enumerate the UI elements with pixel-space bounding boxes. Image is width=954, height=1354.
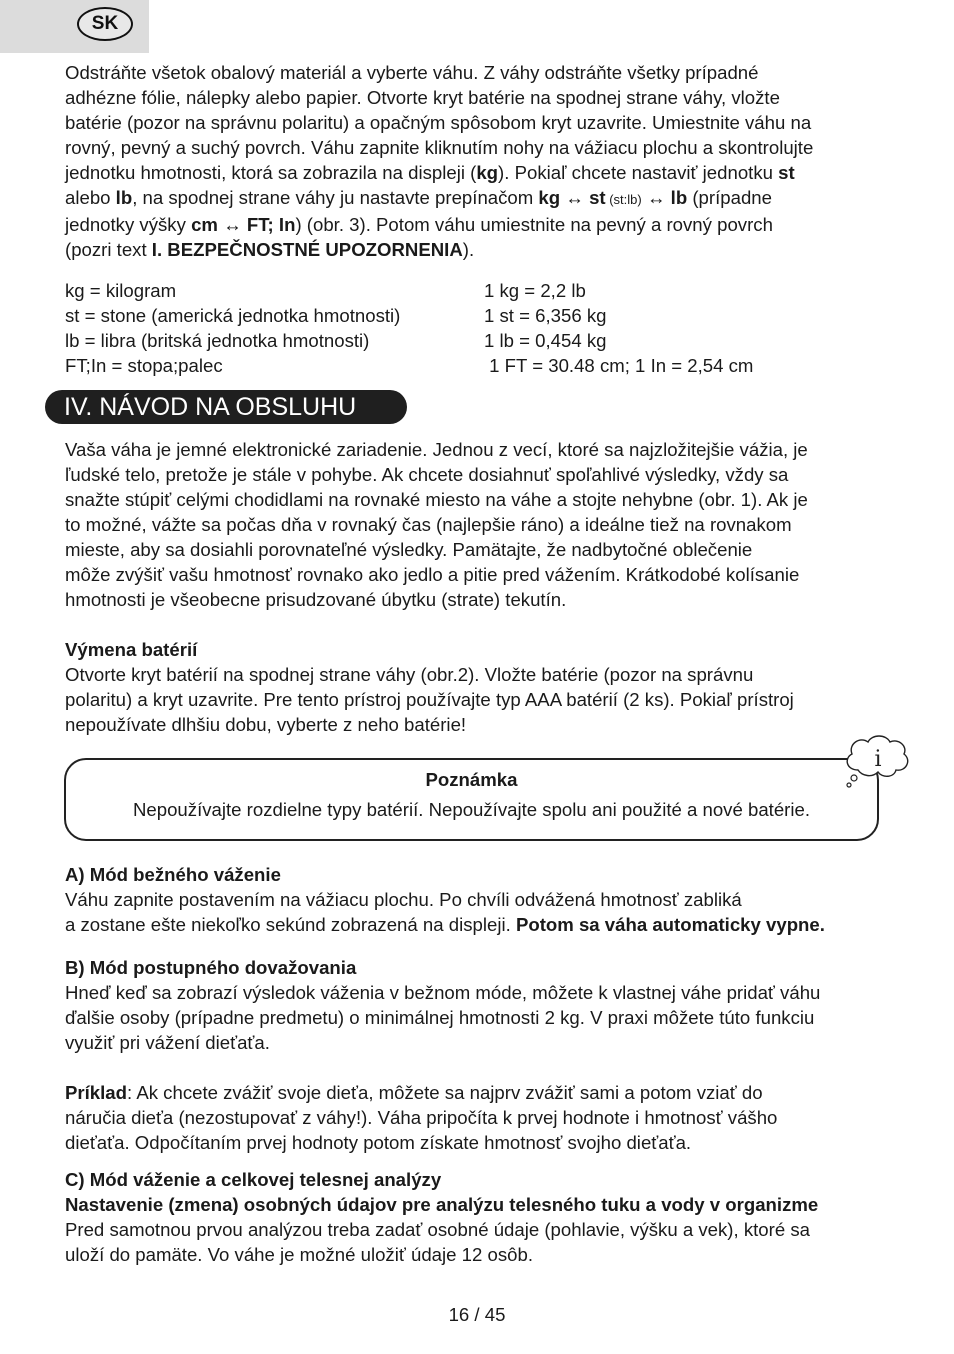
units-table xyxy=(65,278,825,378)
unit-conversion: 1 lb = 0,454 kg xyxy=(484,330,607,351)
example-line xyxy=(65,1080,905,1105)
section-heading: IV. NÁVOD NA OBSLUHU xyxy=(45,390,407,424)
unit-st: st xyxy=(589,187,606,208)
mode-c-line: uloží do pamäte. Vo váhe je možné uložiť údaje 12 osôb. xyxy=(65,1244,533,1265)
units-row xyxy=(65,353,825,378)
mode-c-heading: C) Mód váženie a celkovej telesnej analýzy xyxy=(65,1169,442,1190)
intro-line: batérie (pozor na správnu polaritu) a opačným spôsobom kryt uzavrite. Umiestnite váhu na xyxy=(65,112,812,133)
switch-label: (st:lb) xyxy=(605,192,642,207)
safety-reference: I. BEZPEČNOSTNÉ UPOZORNENIA xyxy=(151,239,463,260)
text-span: , na spodnej strane váhy ju nastavte prepínačom xyxy=(132,187,539,208)
text-span: ). Pokiaľ chcete nastaviť jednotku xyxy=(498,162,779,183)
units-row xyxy=(65,278,825,303)
intro-line xyxy=(65,212,905,237)
battery-heading: Výmena batérií xyxy=(65,639,198,660)
unit-lb: lb xyxy=(115,187,133,208)
intro-line xyxy=(65,185,905,212)
intro-line: rovný, pevný a suchý povrch. Váhu zapnite kliknutím nohy na vážiacu plochu a skontrolujte xyxy=(65,137,814,158)
text-span: ). xyxy=(462,239,475,260)
body-line: Vaša váha je jemné elektronické zariadenie. Jednou z vecí, ktoré sa najzložitejšie vážia, je xyxy=(65,439,808,460)
mode-c-line: Pred samotnou prvou analýzou treba zadať osobné údaje (pohlavie, výšku a vek), ktoré sa xyxy=(65,1219,810,1240)
text-span: a zostane ešte niekoľko sekúnd zobrazená na displeji. xyxy=(65,914,516,935)
mode-b-line: Hneď keď sa zobrazí výsledok váženia v bežnom móde, môžete k vlastnej váhe pridať váhu xyxy=(65,982,821,1003)
mode-a-line xyxy=(65,912,905,937)
page-number: 16 / 45 xyxy=(448,1304,506,1325)
text-span: (pozri text xyxy=(65,239,152,260)
mode-b-line: ďalšie osoby (prípadne predmetu) o minimálnej hmotnosti 2 kg. V praxi môžete túto funkciu xyxy=(65,1007,815,1028)
mode-b-heading: B) Mód postupného dovažovania xyxy=(65,957,357,978)
auto-off-note: Potom sa váha automaticky vypne. xyxy=(515,914,825,935)
intro-line: adhézne fólie, nálepky alebo papier. Otvorte kryt batérie na spodnej strane váhy, vložte xyxy=(65,87,780,108)
battery-line: polaritu) a kryt uzavrite. Pre tento prístroj používajte typ AAA batérií (2 ks). Pokiaľ prístroj xyxy=(65,689,794,710)
body-paragraph xyxy=(65,437,905,612)
note-box xyxy=(64,758,879,841)
unit-ft-in: FT; In xyxy=(246,214,296,235)
example-label: Príklad xyxy=(65,1082,128,1103)
text-span: jednotku hmotnosti, ktorá sa zobrazila na displeji ( xyxy=(65,162,477,183)
unit-kg: kg xyxy=(538,187,561,208)
body-line: mieste, aby sa dosiahli porovnateľné výsledky. Pamätajte, že nadbytočné oblečenie xyxy=(65,539,753,560)
unit-conversion: 1 kg = 2,2 lb xyxy=(484,280,586,301)
text-span: jednotky výšky xyxy=(65,214,192,235)
unit-definition: FT;In = stopa;palec xyxy=(65,355,223,376)
language-badge: SK xyxy=(77,7,133,41)
mode-a-paragraph xyxy=(65,887,905,937)
mode-c-subheading: Nastavenie (zmena) osobných údajov pre analýzu telesného tuku a vody v organizme xyxy=(65,1194,819,1215)
mode-a-heading: A) Mód bežného váženie xyxy=(65,864,281,885)
text-span: : Ak chcete zvážiť svoje dieťa, môžete sa najprv zvážiť sami a potom vziať do xyxy=(127,1082,763,1103)
battery-paragraph xyxy=(65,662,905,737)
body-line: snažte stúpiť celými chodidlami na rovnaké miesto na váhe a stojte nehybne (obr. 1). Ak je xyxy=(65,489,808,510)
example-line: dieťaťa. Odpočítaním prvej hodnoty potom získate hmotnosť svojho dieťaťa. xyxy=(65,1132,692,1153)
arrow-symbol: ↔ xyxy=(641,187,671,208)
text-span: (prípadne xyxy=(687,187,772,208)
body-line: hmotnosti je všeobecne prisudzované úbytku (strate) tekutín. xyxy=(65,589,567,610)
example-paragraph xyxy=(65,1080,905,1155)
note-body: Nepoužívajte rozdielne typy batérií. Nepoužívajte spolu ani použité a nové batérie. xyxy=(132,799,811,820)
mode-c-paragraph xyxy=(65,1217,905,1267)
unit-conversion: 1 FT = 30.48 cm; 1 In = 2,54 cm xyxy=(484,355,754,376)
unit-conversion: 1 st = 6,356 kg xyxy=(484,305,607,326)
unit-definition: lb = libra (britská jednotka hmotnosti) xyxy=(65,330,370,351)
units-row xyxy=(65,328,825,353)
battery-line: nepoužívate dlhšiu dobu, vyberte z neho batérie! xyxy=(65,714,467,735)
mode-a-line: Váhu zapnite postavením na vážiacu plochu. Po chvíli odvážená hmotnosť zabliká xyxy=(65,889,742,910)
unit-cm: cm xyxy=(191,214,218,235)
intro-paragraph xyxy=(65,60,905,262)
unit-kg: kg xyxy=(476,162,499,183)
unit-lb: lb xyxy=(670,187,688,208)
info-cloud-icon xyxy=(840,732,912,796)
text-span: ) (obr. 3). Potom váhu umiestnite na pevný a rovný povrch xyxy=(295,214,773,235)
text-span: alebo xyxy=(65,187,116,208)
note-title: Poznámka xyxy=(425,769,518,790)
info-letter: i xyxy=(874,747,882,772)
intro-line: Odstráňte všetok obalový materiál a vyberte váhu. Z váhy odstráňte všetky prípadné xyxy=(65,62,759,83)
body-line: to možné, vážte sa počas dňa v rovnaký čas (najlepšie ráno) a ideálne tiež na rovnakom xyxy=(65,514,792,535)
mode-b-paragraph xyxy=(65,980,905,1055)
unit-definition: st = stone (americká jednotka hmotnosti) xyxy=(65,305,401,326)
body-line: môže zvýšiť vašu hmotnosť rovnako ako jedlo a pitie pred vážením. Krátkodobé kolísanie xyxy=(65,564,800,585)
units-row xyxy=(65,303,825,328)
unit-definition: kg = kilogram xyxy=(65,280,177,301)
arrow-symbol: ↔ xyxy=(560,187,590,208)
intro-line xyxy=(65,160,905,185)
body-line: ľudské telo, pretože je stále v pohybe. Ak chcete dosiahnuť spoľahlivé výsledky, vždy sa xyxy=(65,464,789,485)
example-line: náručia dieťa (nezostupovať z váhy!). Váha pripočíta k prvej hodnote i hmotnosť vášho xyxy=(65,1107,778,1128)
battery-line: Otvorte kryt batérií na spodnej strane váhy (obr.2). Vložte batérie (pozor na správnu xyxy=(65,664,754,685)
intro-line xyxy=(65,237,905,262)
arrow-symbol: ↔ xyxy=(217,214,247,235)
unit-st: st xyxy=(778,162,795,183)
mode-b-line: využiť pri vážení dieťaťa. xyxy=(65,1032,270,1053)
